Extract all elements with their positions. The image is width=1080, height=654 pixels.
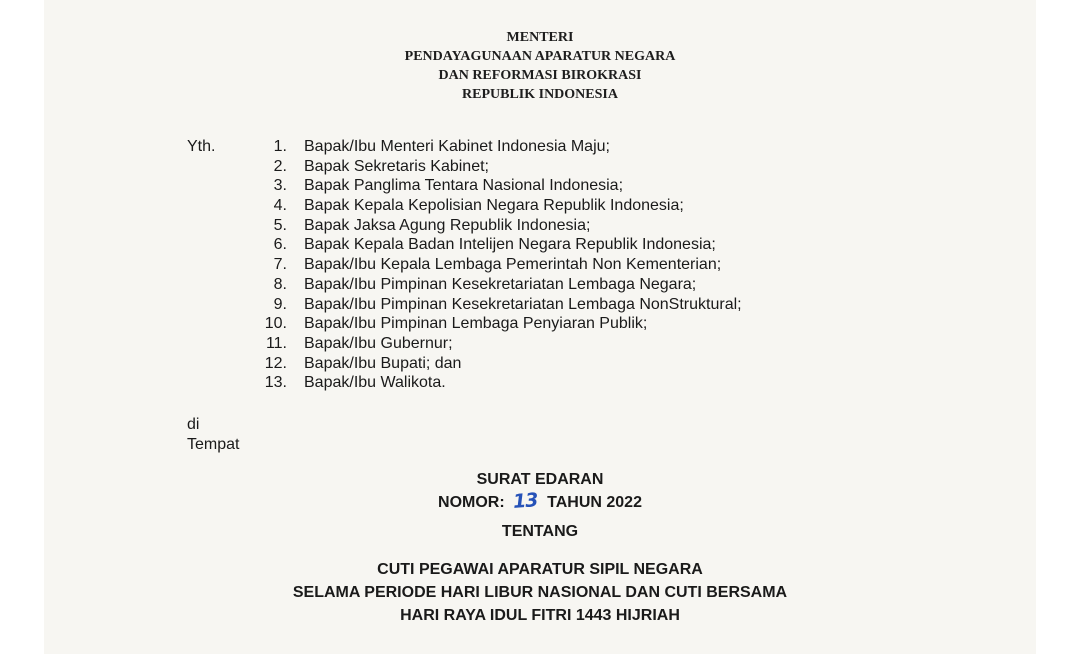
item-text: Bapak Jaksa Agung Republik Indonesia; — [304, 216, 591, 234]
item-number: 1. — [273, 138, 287, 155]
circular-title: SURAT EDARAN — [476, 471, 604, 488]
subject-line: CUTI PEGAWAI APARATUR SIPIL NEGARA — [377, 561, 703, 578]
item-text: Bapak/Ibu Gubernur; — [304, 334, 453, 352]
list-item — [0, 314, 1080, 334]
item-text: Bapak/Ibu Pimpinan Kesekretariatan Lembaga NonStruktural; — [304, 295, 742, 313]
list-item — [0, 196, 1080, 216]
subject-line: HARI RAYA IDUL FITRI 1443 HIJRIAH — [400, 607, 680, 624]
letterhead-line: REPUBLIK INDONESIA — [462, 87, 618, 102]
nomor-label: NOMOR: — [438, 494, 505, 511]
item-text: Bapak/Ibu Pimpinan Kesekretariatan Lembaga Negara; — [304, 275, 697, 293]
list-item — [0, 354, 1080, 374]
letterhead-line: PENDAYAGUNAAN APARATUR NEGARA — [404, 49, 676, 64]
item-number: 13. — [264, 374, 287, 392]
item-number: 11. — [265, 334, 287, 352]
tahun-text: TAHUN 2022 — [547, 494, 642, 511]
item-text: Bapak Panglima Tentara Nasional Indonesia; — [304, 177, 624, 195]
tempat-text: Tempat — [187, 436, 240, 453]
item-number: 3. — [273, 177, 287, 195]
list-item — [0, 334, 1080, 354]
item-number: 2. — [273, 157, 287, 175]
addressee-list — [0, 137, 1080, 393]
list-item — [0, 295, 1080, 315]
item-text: Bapak/Ibu Walikota. — [304, 374, 446, 392]
tentang-label: TENTANG — [501, 523, 579, 540]
item-number: 6. — [273, 236, 287, 254]
list-item — [0, 275, 1080, 295]
item-text: Bapak Sekretaris Kabinet; — [304, 157, 489, 175]
list-item — [0, 235, 1080, 255]
letterhead-line: DAN REFORMASI BIROKRASI — [438, 68, 642, 83]
item-number: 12. — [264, 354, 287, 372]
di-text: di — [187, 416, 200, 433]
list-item — [0, 373, 1080, 393]
item-number: 4. — [273, 197, 287, 215]
item-text: Bapak Kepala Kepolisian Negara Republik Indonesia; — [304, 197, 684, 215]
circular-number-line — [0, 491, 1080, 513]
letterhead — [0, 28, 1080, 104]
item-text: Bapak/Ibu Bupati; dan — [304, 354, 462, 372]
list-item — [0, 157, 1080, 177]
list-item — [0, 216, 1080, 236]
list-item — [0, 137, 1080, 157]
item-number: 7. — [273, 256, 287, 274]
list-item — [0, 255, 1080, 275]
item-number: 8. — [273, 275, 287, 293]
item-text: Bapak/Ibu Kepala Lembaga Pemerintah Non Kementerian; — [304, 256, 722, 274]
item-number: 10. — [264, 315, 287, 333]
item-number: 5. — [273, 216, 287, 234]
handwritten-number: 13 — [511, 489, 538, 513]
item-text: Bapak/Ibu Menteri Kabinet Indonesia Maju; — [304, 138, 610, 155]
item-text: Bapak Kepala Badan Intelijen Negara Republik Indonesia; — [304, 236, 716, 254]
item-text: Bapak/Ibu Pimpinan Lembaga Penyiaran Publik; — [304, 315, 648, 333]
item-number: 9. — [273, 295, 287, 313]
subject-line: SELAMA PERIODE HARI LIBUR NASIONAL DAN CUTI BERSAMA — [292, 584, 788, 601]
letterhead-line: MENTERI — [506, 30, 574, 45]
list-item — [0, 176, 1080, 196]
addressee-label: Yth. — [187, 138, 216, 155]
